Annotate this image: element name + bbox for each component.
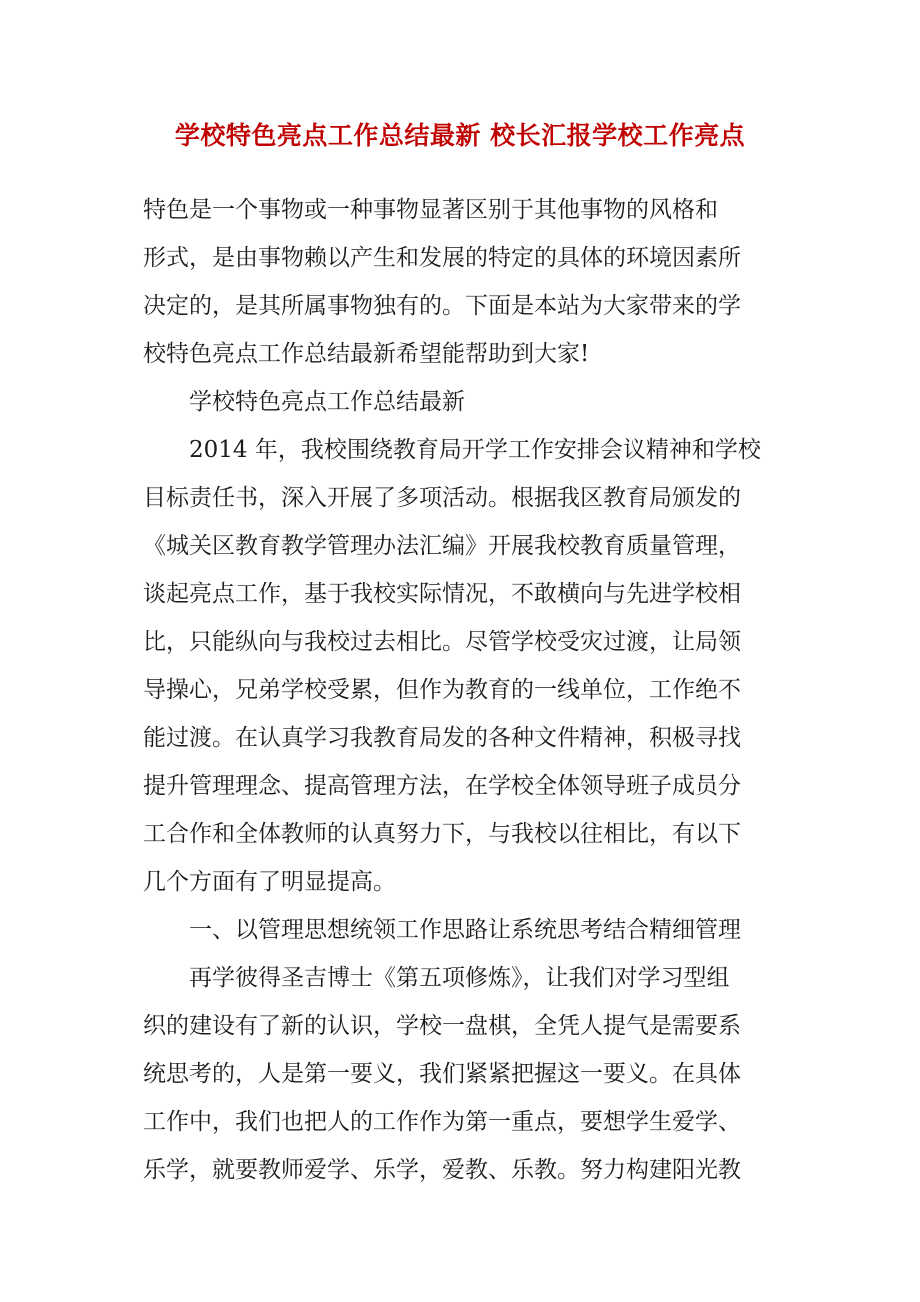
body-line: 再学彼得圣吉博士《第五项修炼》，让我们对学习型组 [189,965,730,991]
body-line: 目标责任书，深入开展了多项活动。根据我区教育局颁发的 [143,485,741,511]
body-line: 谈起亮点工作，基于我校实际情况，不敢横向与先进学校相 [143,581,741,607]
body-line: 2014 年，我校围绕教育局开学工作安排会议精神和学校 [189,437,761,463]
body-line: 提升管理理念、提高管理方法，在学校全体领导班子成员分 [143,773,741,799]
body-line: 特色是一个事物或一种事物显著区别于其他事物的风格和 [143,197,718,223]
body-line: 统思考的，人是第一要义，我们紧紧把握这一要义。在具体 [143,1061,741,1087]
body-line: 校特色亮点工作总结最新希望能帮助到大家! [143,341,590,367]
body-line: 导操心，兄弟学校受累，但作为教育的一线单位，工作绝不 [143,677,741,703]
body-line: 乐学，就要教师爱学、乐学，爱教、乐教。努力构建阳光教 [143,1157,741,1183]
body-line: 形式，是由事物赖以产生和发展的特定的具体的环境因素所 [143,245,741,271]
document-body [143,186,803,1194]
body-line: 能过渡。在认真学习我教育局发的各种文件精神，积极寻找 [143,725,741,751]
body-line: 几个方面有了明显提高。 [143,869,396,895]
document-title: 学校特色亮点工作总结最新 校长汇报学校工作亮点 [174,121,746,150]
body-line: 学校特色亮点工作总结最新 [189,389,465,415]
body-line: 一、以管理思想统领工作思路让系统思考结合精细管理 [189,917,741,943]
body-line: 决定的，是其所属事物独有的。下面是本站为大家带来的学 [143,293,741,319]
body-line: 工作中，我们也把人的工作作为第一重点，要想学生爱学、 [143,1109,741,1135]
body-line: 工合作和全体教师的认真努力下，与我校以往相比，有以下 [143,821,741,847]
body-line: 《城关区教育教学管理办法汇编》开展我校教育质量管理， [143,533,741,559]
body-line: 比，只能纵向与我校过去相比。尽管学校受灾过渡，让局领 [143,629,741,655]
body-line: 织的建设有了新的认识，学校一盘棋，全凭人提气是需要系 [143,1013,741,1039]
